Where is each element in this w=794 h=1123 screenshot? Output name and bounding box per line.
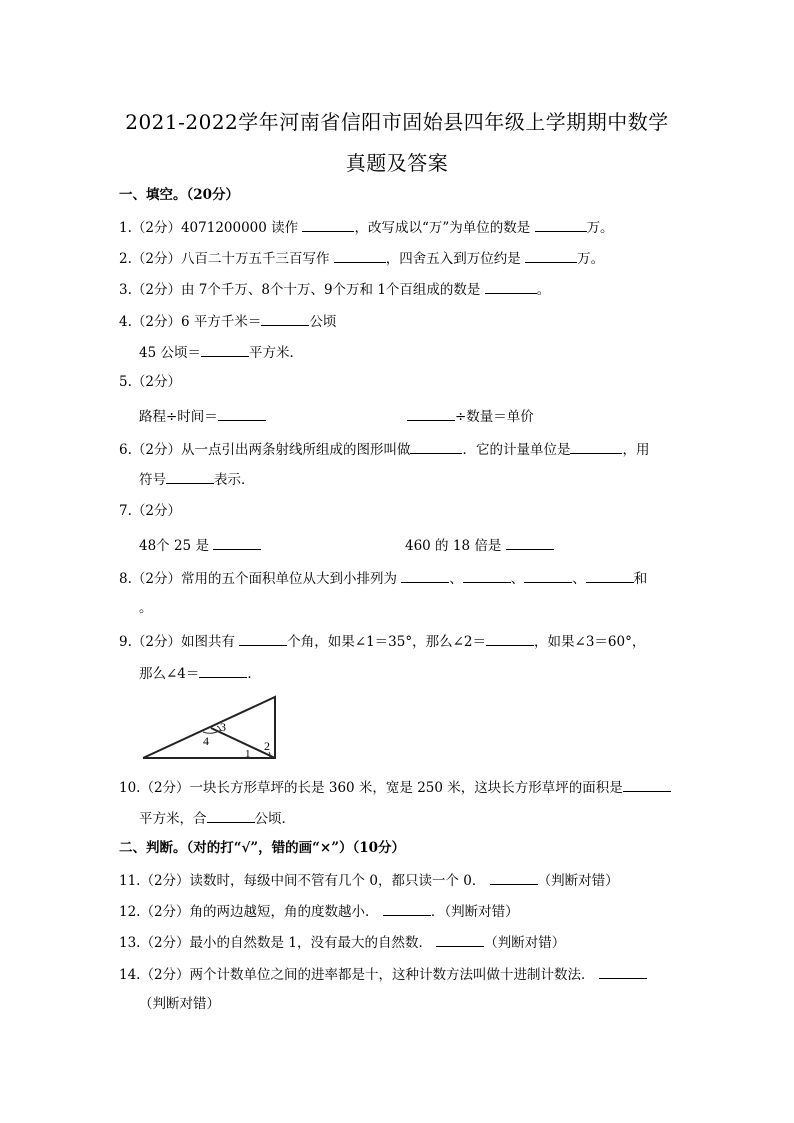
q6-blank-3[interactable]: [166, 469, 214, 484]
q10-blank-2[interactable]: [207, 808, 255, 823]
q9-blank-2[interactable]: [486, 631, 534, 646]
q5-blank-2[interactable]: [407, 406, 455, 421]
question-8: [119, 568, 647, 588]
q6-line2-text: 符号: [139, 472, 166, 488]
q10-line2-text: 平方米，合: [139, 811, 207, 827]
question-7-left: [139, 535, 261, 555]
q2-blank-2[interactable]: [525, 248, 577, 263]
q11-text: 11.（2分）读数时，每级中间不管有几个 0，都只读一个 0．: [119, 873, 486, 889]
q8-blank-4[interactable]: [586, 568, 634, 583]
q6-suffix: ，用: [622, 442, 650, 458]
question-10-line2: [139, 808, 295, 828]
q4-line2-text: 45 公顷＝: [139, 345, 201, 361]
q9-line2-text: 那么∠4＝: [139, 666, 200, 682]
q2-blank-1[interactable]: [334, 248, 386, 263]
figure-label-1: 1: [245, 748, 251, 760]
q9-mid2: ，如果∠3＝60°，: [534, 634, 646, 650]
q8-text: 8.（2分）常用的五个面积单位从大到小排列为: [119, 571, 397, 587]
question-7-right: [405, 535, 554, 555]
q6-line2-suffix: 表示．: [214, 472, 255, 488]
q14-text: 14.（2分）两个计数单位之间的进率都是十，这种计数方法叫做十进制计数法．: [119, 967, 595, 983]
q1-blank-2[interactable]: [535, 217, 587, 232]
q6-text: 6.（2分）从一点引出两条射线所组成的图形叫做: [119, 442, 411, 458]
question-5: 5.（2分）: [119, 374, 181, 390]
question-11: [119, 870, 619, 890]
question-4: [119, 311, 336, 331]
question-5-right: [407, 406, 534, 426]
q5-left-text: 路程÷时间＝: [139, 409, 218, 425]
q6-blank-2[interactable]: [570, 439, 622, 454]
q7-blank-2[interactable]: [506, 535, 554, 550]
question-14: [119, 964, 647, 984]
question-1: [119, 217, 614, 237]
q3-text: 3.（2分）由 7个千万、8个十万、9个万和 1个百组成的数是: [119, 282, 481, 298]
question-4-line2: [139, 342, 303, 362]
q4-line2-suffix: 平方米．: [248, 345, 303, 361]
figure-label-2: 2: [264, 739, 270, 753]
q2-suffix: 万。: [577, 251, 605, 267]
question-3: [119, 279, 550, 299]
q8-blank-3[interactable]: [524, 568, 572, 583]
q7-left-text: 48个 25 是: [139, 538, 209, 554]
page-title-line2: 真题及答案: [345, 151, 449, 175]
q3-suffix: 。: [536, 282, 551, 298]
q10-blank-1[interactable]: [623, 777, 671, 792]
q8-sep: 、: [449, 571, 463, 587]
q9-blank-3[interactable]: [199, 663, 247, 678]
q8-sep: 、: [510, 571, 525, 587]
section-heading-fill-blank: 一、填空。（20分）: [119, 187, 240, 203]
q13-text: 13.（2分）最小的自然数是 1，没有最大的自然数．: [119, 935, 432, 951]
q8-blank-2[interactable]: [463, 568, 511, 583]
q3-blank-1[interactable]: [485, 279, 537, 294]
page-title-line1: 2021-2022学年河南省信阳市固始县四年级上学期期中数学: [125, 110, 669, 134]
q10-text: 10.（2分）一块长方形草坪的长是 360 米，宽是 250 米，这块长方形草坪的面积是: [119, 780, 623, 796]
q1-blank-1[interactable]: [302, 217, 354, 232]
q9-text: 9.（2分）如图共有: [119, 634, 235, 650]
question-12: [119, 901, 519, 921]
q2-mid: ，四舍五入到万位约是: [385, 251, 521, 267]
question-14-line2: （判断对错）: [139, 996, 220, 1012]
q4-blank-1[interactable]: [261, 311, 309, 326]
q2-text: 2.（2分）八百二十万五千三百写作: [119, 251, 330, 267]
q12-blank[interactable]: [383, 901, 431, 916]
q5-right-text: ÷数量＝单价: [455, 409, 534, 425]
figure-label-3: 3: [220, 720, 226, 734]
q13-suffix: （判断对错）: [484, 935, 566, 951]
q7-blank-1[interactable]: [213, 535, 261, 550]
q13-blank[interactable]: [436, 932, 484, 947]
q10-line2-suffix: 公顷．: [254, 811, 295, 827]
q9-blank-1[interactable]: [239, 631, 287, 646]
question-13: [119, 932, 565, 952]
q6-mid: ．它的计量单位是: [462, 442, 571, 458]
q7-right-text: 460 的 18 倍是: [405, 538, 502, 554]
question-6: [119, 439, 649, 459]
q4-blank-2[interactable]: [201, 342, 249, 357]
section-heading-true-false: 二、判断。（对的打“√”，错的画“×”）（10分）: [119, 840, 406, 856]
q4-text: 4.（2分）6 平方千米＝: [119, 314, 262, 330]
q8-line2-text: 。: [139, 600, 153, 616]
q9-line2-suffix: ．: [247, 666, 261, 682]
q1-text: 1.（2分）4071200000 读作: [119, 220, 299, 236]
question-5-left: [139, 406, 266, 426]
q1-suffix: 万。: [586, 220, 614, 236]
q1-mid: ，改写成以“万”为单位的数是: [354, 220, 531, 236]
question-9: [119, 631, 645, 651]
q9-mid1: 个角，如果∠1＝35°，那么∠2＝: [287, 634, 487, 650]
question-7: 7.（2分）: [119, 503, 181, 519]
q8-and: 和: [633, 571, 648, 587]
q4-suffix: 公顷: [309, 314, 337, 330]
question-2: [119, 248, 604, 268]
q14-blank[interactable]: [599, 964, 647, 979]
question-9-line2: [139, 663, 261, 683]
question-8-line2: [139, 598, 153, 617]
q5-blank-1[interactable]: [218, 406, 266, 421]
q12-text: 12.（2分）角的两边越短，角的度数越小．: [119, 904, 379, 920]
question-6-line2: [139, 469, 255, 489]
q8-sep: 、: [572, 571, 586, 587]
triangle-angle-figure: [135, 688, 295, 768]
figure-label-4: 4: [203, 734, 209, 748]
q8-blank-1[interactable]: [401, 568, 449, 583]
q12-suffix: ．（判断对错）: [430, 904, 519, 920]
q11-blank[interactable]: [490, 870, 538, 885]
question-10: [119, 777, 671, 797]
q6-blank-1[interactable]: [410, 439, 462, 454]
q11-suffix: （判断对错）: [537, 873, 619, 889]
